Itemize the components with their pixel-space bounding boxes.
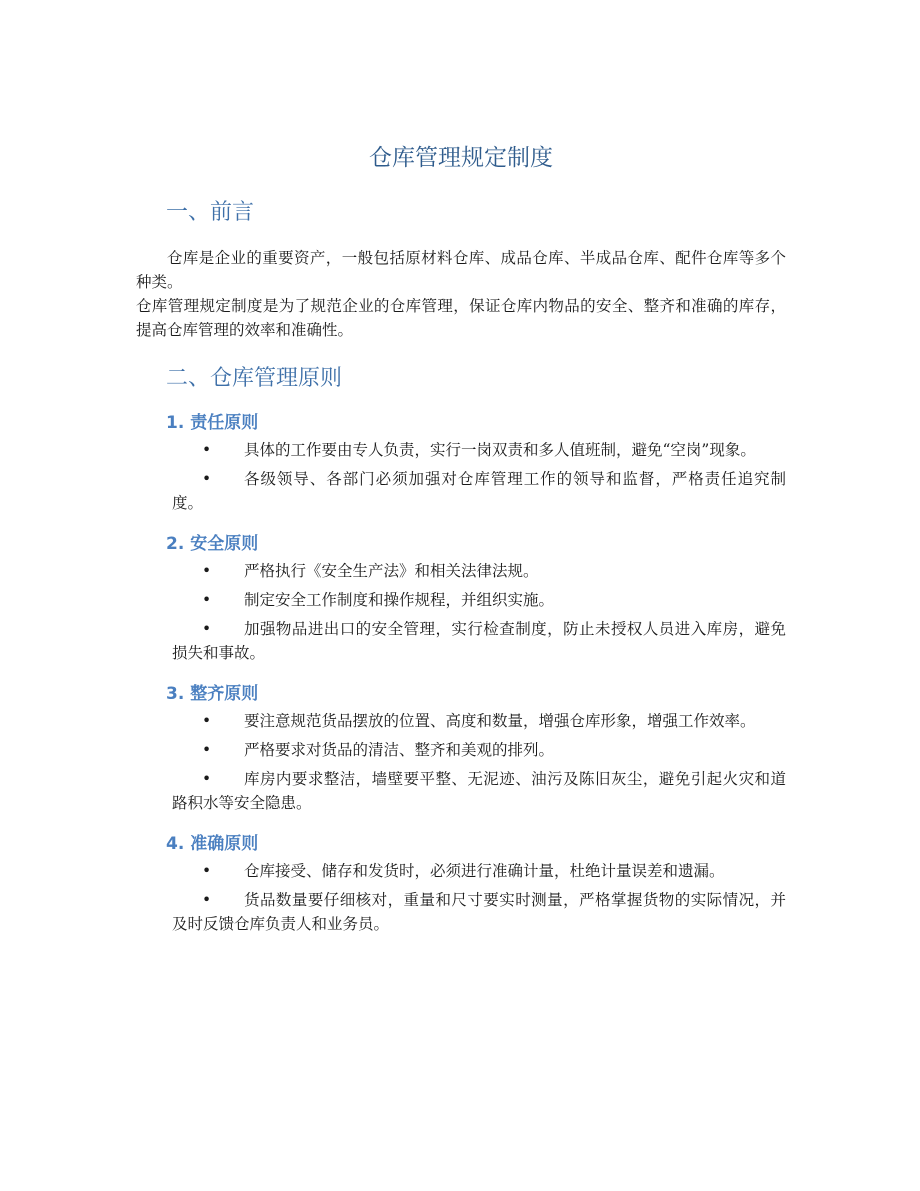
bullet-text: 要注意规范货品摆放的位置、高度和数量，增强仓库形象，增强工作效率。 [244,712,756,730]
document-page [136,140,786,941]
bullet-item [172,709,786,733]
bullet-item [172,767,786,815]
bullet-icon: • [202,591,212,609]
bullet-icon: • [202,620,212,638]
bullet-text: 具体的工作要由专人负责，实行一岗双责和多人值班制，避免“空岗”现象。 [244,441,756,459]
bullet-text: 货品数量要仔细核对，重量和尺寸要实时测量，严格掌握货物的实际情况，并及时反馈仓库负责人和业务员。 [172,891,786,933]
section-heading-intro: 一、前言 [166,200,255,225]
bullet-icon: • [202,862,212,880]
bullet-text: 严格要求对货品的清洁、整齐和美观的排列。 [244,741,555,759]
bullet-item [172,859,786,883]
bullet-item [172,888,786,936]
bullet-icon: • [202,470,212,488]
bullet-item [172,438,786,462]
bullet-icon: • [202,441,212,459]
bullet-icon: • [202,712,212,730]
bullet-item [172,738,786,762]
subheading-safety: 2. 安全原则 [166,534,259,554]
bullet-icon: • [202,741,212,759]
bullet-icon: • [202,891,212,909]
principle-group-tidiness [136,681,786,815]
subheading-accuracy: 4. 准确原则 [166,834,259,854]
principle-group-responsibility [136,410,786,515]
subheading-tidiness: 3. 整齐原则 [166,684,259,704]
bullet-icon: • [202,562,212,580]
principle-group-accuracy [136,831,786,936]
document-title: 仓库管理规定制度 [369,145,553,171]
bullet-item [172,617,786,665]
bullet-text: 库房内要求整洁，墙壁要平整、无泥迹、油污及陈旧灰尘，避免引起火灾和道路积水等安全隐患。 [172,770,786,812]
intro-paragraph: 仓库管理规定制度是为了规范企业的仓库管理，保证仓库内物品的安全、整齐和准确的库存，提高仓库管理的效率和准确性。 [136,297,786,339]
bullet-text: 严格执行《安全生产法》和相关法律法规。 [244,562,539,580]
bullet-icon: • [202,770,212,788]
bullet-text: 制定安全工作制度和操作规程，并组织实施。 [244,591,555,609]
bullet-text: 各级领导、各部门必须加强对仓库管理工作的领导和监督，严格责任追究制度。 [172,470,786,512]
bullet-text: 仓库接受、储存和发货时，必须进行准确计量，杜绝计量误差和遗漏。 [244,862,725,880]
bullet-item [172,588,786,612]
bullet-text: 加强物品进出口的安全管理，实行检查制度，防止未授权人员进入库房，避免损失和事故。 [172,620,786,662]
section-intro [136,196,786,342]
section-heading-principles: 二、仓库管理原则 [166,366,343,391]
bullet-item [172,467,786,515]
principle-group-safety [136,531,786,665]
subheading-responsibility: 1. 责任原则 [166,413,259,433]
section-principles [136,362,786,936]
intro-paragraph: 仓库是企业的重要资产，一般包括原材料仓库、成品仓库、半成品仓库、配件仓库等多个种类。 [136,249,786,291]
bullet-item [172,559,786,583]
